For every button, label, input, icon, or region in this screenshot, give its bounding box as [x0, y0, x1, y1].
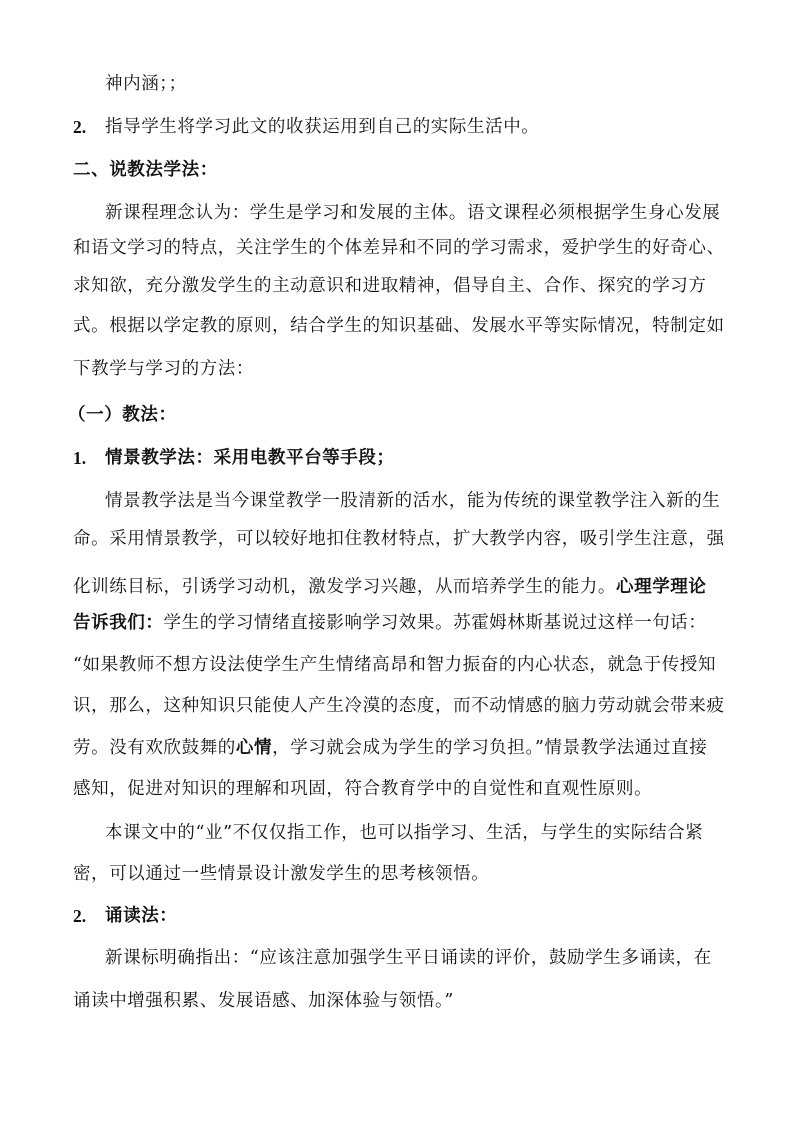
text-line: 密，可以通过一些情景设计激发学生的思考核领悟。	[73, 864, 490, 884]
text-line: 神内涵；；	[105, 74, 187, 94]
list-number: 2.	[73, 117, 87, 137]
text-line: 命。采用情景教学，可以较好地扣住教材特点，扩大教学内容，吸引学生注意，强	[73, 529, 725, 549]
text-span: 学生的学习情绪直接影响学习效果。苏霍姆林斯基说过这样一句话：	[163, 613, 707, 633]
text-line: 式。根据以学定教的原则，结合学生的知识基础、发展水平等实际情况，特制定如	[73, 316, 725, 336]
text-line: 求知欲，充分激发学生的主动意识和进取精神，倡导自主、合作、探究的学习方	[73, 276, 707, 296]
text-line: 识，那么，这种知识只能使人产生冷漠的态度，而不动情感的脑力劳动就会带来疲	[73, 696, 725, 716]
list-item-text: 指导学生将学习此文的收获运用到自己的实际生活中。	[105, 117, 540, 137]
text-line: 诵读中增强积累、发展语感、加深体验与领悟。”	[73, 991, 454, 1011]
bold-span: 告诉我们：	[73, 613, 164, 633]
text-line	[73, 737, 707, 759]
text-span: ，学习就会成为学生的学习负担。”情景教学法通过直接	[272, 738, 708, 758]
text-line: 和语文学习的特点，关注学生的个体差异和不同的学习需求，爱护学生的好奇心、	[73, 238, 725, 258]
text-line: 本课文中的“业”不仅仅指工作，也可以指学习、生活，与学生的实际结合紧	[105, 823, 704, 843]
sub-heading: （一）教法：	[68, 405, 177, 425]
text-line	[73, 612, 707, 634]
text-line: 情景教学法是当今课堂教学一股清新的活水，能为传统的课堂教学注入新的生	[105, 491, 721, 511]
text-line: 新课程理念认为：学生是学习和发展的主体。语文课程必须根据学生身心发展	[105, 203, 721, 223]
section-heading: 二、说教法学法：	[73, 160, 218, 180]
bold-span: 心情	[235, 738, 273, 758]
text-line: “如果教师不想方设法使学生产生情绪高昂和智力振奋的内心状态，就急于传授知	[73, 655, 717, 675]
text-line	[73, 576, 707, 598]
text-line: 新课标明确指出：“应该注意加强学生平日诵读的评价，鼓励学生多诵读，在	[105, 948, 712, 968]
method-title: 情景教学法：采用电教平台等手段；	[105, 448, 395, 468]
method-title: 诵读法：	[105, 906, 178, 926]
text-span: 劳。没有欢欣鼓舞的	[73, 738, 236, 758]
text-line: 感知，促进对知识的理解和巩固，符合教育学中的自觉性和直观性原则。	[73, 779, 653, 799]
list-number: 1.	[73, 448, 87, 468]
bold-span: 心理学理论	[616, 577, 707, 597]
list-number: 2.	[73, 906, 87, 926]
text-line: 下教学与学习的方法：	[73, 359, 254, 379]
text-span: 化训练目标，引诱学习动机，激发学习兴趣，从而培养学生的能力。	[73, 577, 616, 597]
